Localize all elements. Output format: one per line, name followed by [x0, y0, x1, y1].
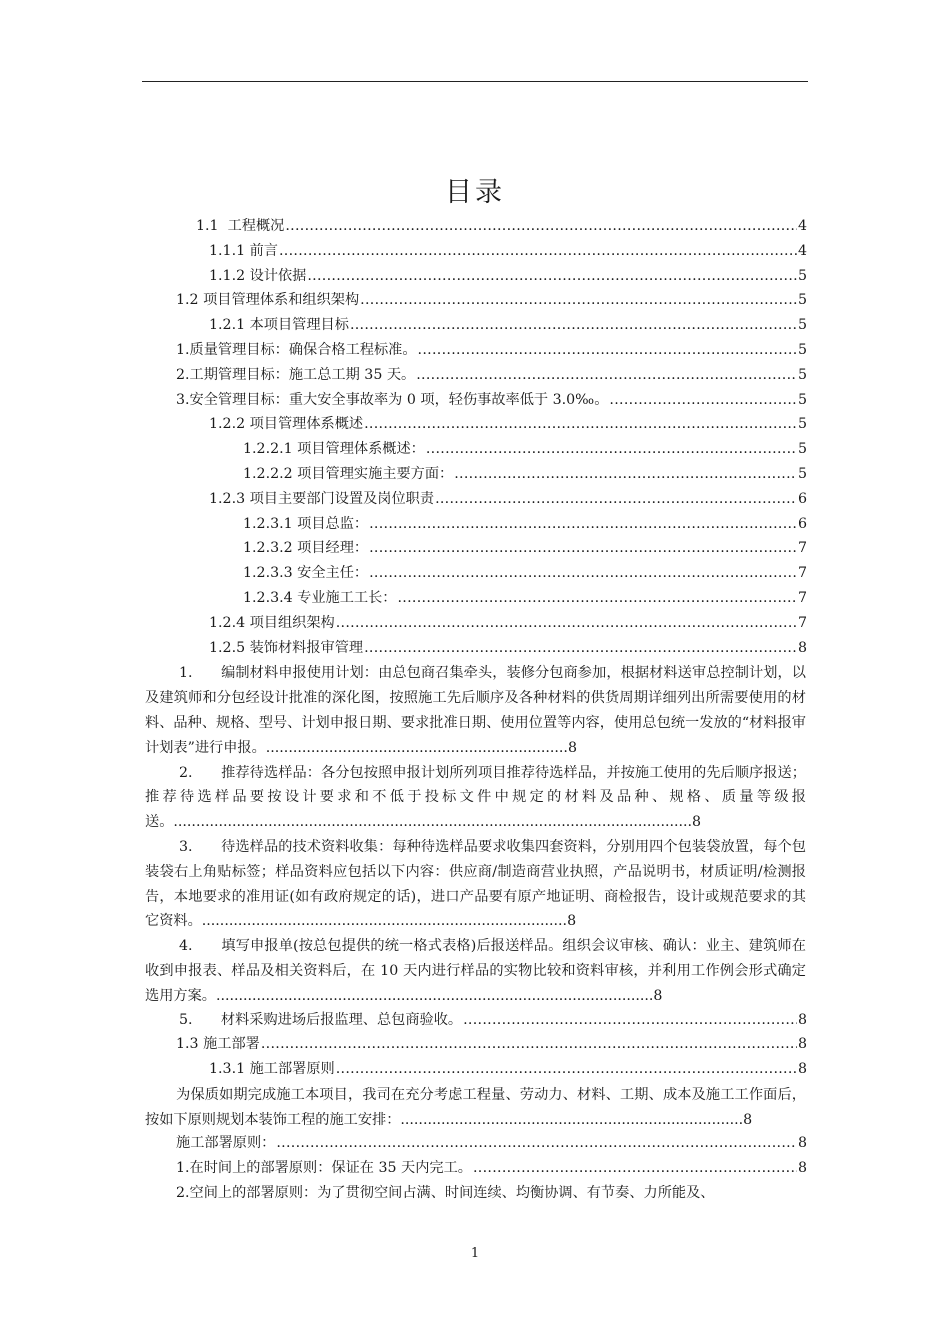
leader-dots: [416, 367, 797, 383]
leader-dots: [261, 1036, 797, 1052]
leader-dots: [336, 615, 797, 631]
toc-entry-deployment-principles[interactable]: 施工部署原则： ..... 8: [145, 1132, 806, 1157]
toc-entry-1-2-3-3[interactable]: 1.2.3.3 安全主任： ..... 7: [145, 562, 806, 587]
toc-entry-1-1-2[interactable]: 1.1.2 设计依据 ..... 5: [145, 265, 806, 290]
toc-entry-1-2-3[interactable]: 1.2.3 项目主要部门设置及岗位职责 ..... 6: [145, 488, 806, 513]
leader-dots: [435, 491, 797, 507]
toc-entry-1-2-2-1[interactable]: 1.2.2.1 项目管理体系概述： ..... 5: [145, 438, 806, 463]
toc-entry-1-2-4[interactable]: 1.2.4 项目组织架构 ..... 7: [145, 612, 806, 637]
leader-dots: [364, 416, 797, 432]
leader-dots: [350, 317, 797, 333]
leader-dots: .................................................................................................: [215, 987, 654, 1004]
leader-dots: [463, 1012, 797, 1028]
leader-dots: [276, 1135, 797, 1151]
leader-dots: [369, 516, 797, 532]
toc-entry-schedule-goal[interactable]: 2.工期管理目标：施工总工期 35 天。 ..... 5: [145, 364, 806, 389]
leader-dots: [369, 540, 797, 556]
table-of-contents: [145, 215, 806, 1207]
toc-entry-sample-recommend[interactable]: 2. 推荐待选样品：各分包按照申报计划所列项目推荐待选样品，并按施工使用的先后顺序报送；推荐待选样品要按设计要求和不低于投标文件中规定的材料及品种、规格、质量等级报送。...................................................................................................................8: [145, 764, 806, 831]
toc-entry-1-2-3-4[interactable]: 1.2.3.4 专业施工工长： ..... 7: [145, 587, 806, 612]
leader-dots: [473, 1160, 797, 1176]
toc-entry-space-principle[interactable]: 2.空间上的部署原则：为了贯彻空间占满、时间连续、均衡协调、有节奏、力所能及、: [176, 1185, 715, 1202]
toc-entry-1-2-2[interactable]: 1.2.2 项目管理体系概述 ..... 5: [145, 413, 806, 438]
toc-entry-1-2-5[interactable]: 1.2.5 装饰材料报审管理 ..... 8: [145, 637, 806, 662]
leader-dots: [397, 590, 797, 606]
toc-entry-1-2-3-2[interactable]: 1.2.3.2 项目经理： ..... 7: [145, 537, 806, 562]
toc-entry-1-2-2-2[interactable]: 1.2.2.2 项目管理实施主要方面： ..... 5: [145, 463, 806, 488]
toc-entry-1-3[interactable]: 1.3 施工部署 ..... 8: [145, 1033, 806, 1058]
leader-dots: [279, 243, 797, 259]
toc-entry-1-2-1[interactable]: 1.2.1 本项目管理目标 ..... 5: [145, 314, 806, 339]
toc-entry-safety-goal[interactable]: 3.安全管理目标：重大安全事故率为 0 项，轻伤事故率低于 3.0‰。 ..... 5: [145, 389, 806, 414]
toc-entry-1-2-3-1[interactable]: 1.2.3.1 项目总监： ..... 6: [145, 513, 806, 538]
leader-dots: [285, 218, 797, 234]
leader-dots: [418, 342, 797, 358]
toc-entry-1-2[interactable]: 1.2 项目管理体系和组织架构 ..... 5: [145, 289, 806, 314]
toc-entry-material-plan[interactable]: 1. 编制材料申报使用计划：由总包商召集牵头，装修分包商参加，根据材料送审总控制计划，以及建筑师和分包经设计批准的深化图，按照施工先后顺序及各种材料的供货周期详细列出所需要使用的材料、品种、规格、型号、计划申报日期、要求批准日期、使用位置等内容，使用总包统一发放的“材料报审计划表”进行申报。...................................................................8: [145, 665, 806, 756]
leader-dots: [307, 268, 797, 284]
toc-entry-sample-submit[interactable]: 4. 填写申报单(按总包提供的统一格式表格)后报送样品。组织会议审核、确认：业主、建筑师在收到申报表、样品及相关资料后，在 10 天内进行样品的实物比较和资料审核，并利用工作例会形式确定选用方案。.................................................................................................8: [145, 938, 806, 1004]
page-title: 目录: [445, 177, 505, 208]
leader-dots: .................................................................................: [201, 913, 568, 930]
toc-entry-material-acceptance[interactable]: 5. 材料采购进场后报监理、总包商验收。 ..... 8: [145, 1009, 806, 1034]
toc-entry-sample-docs[interactable]: 3. 待选样品的技术资料收集：每种待选样品要求收集四套资料，分别用四个包装袋放置，每个包装袋右上角贴标签；样品资料应包括以下内容：供应商/制造商营业执照，产品说明书，材质证明/检测报告，本地要求的准用证(如有政府规定的话)，进口产品要有原产地证明、商检报告，设计或规范要求的其它资料。.................................................................................8: [145, 838, 806, 930]
leader-dots: [426, 441, 797, 457]
leader-dots: [360, 292, 797, 308]
page-number: 1: [470, 1246, 480, 1261]
header-rule: [142, 81, 808, 82]
leader-dots: ...................................................................: [265, 739, 568, 756]
toc-entry-time-principle[interactable]: 1.在时间上的部署原则：保证在 35 天内完工。 ..... 8: [145, 1157, 806, 1182]
leader-dots: ...................................................................................................................: [173, 814, 693, 831]
leader-dots: [336, 1061, 797, 1077]
leader-dots: [609, 392, 797, 408]
toc-entry-deployment-intro[interactable]: 为保质如期完成施工本项目，我司在充分考虑工程量、劳动力、材料、工期、成本及施工工作面后，按如下原则规划本装饰工程的施工安排：............................................................................8: [145, 1086, 806, 1128]
toc-entry-quality-goal[interactable]: 1.质量管理目标：确保合格工程标准。 ..... 5: [145, 339, 806, 364]
leader-dots: [454, 466, 797, 482]
toc-entry-1-1[interactable]: 1.1 工程概况 ..... 4: [145, 215, 806, 240]
leader-dots: [369, 565, 797, 581]
toc-entry-1-3-1[interactable]: 1.3.1 施工部署原则 ..... 8: [145, 1058, 806, 1083]
toc-entry-1-1-1[interactable]: 1.1.1 前言 ..... 4: [145, 240, 806, 265]
leader-dots: [364, 640, 797, 656]
leader-dots: ............................................................................: [400, 1111, 744, 1128]
